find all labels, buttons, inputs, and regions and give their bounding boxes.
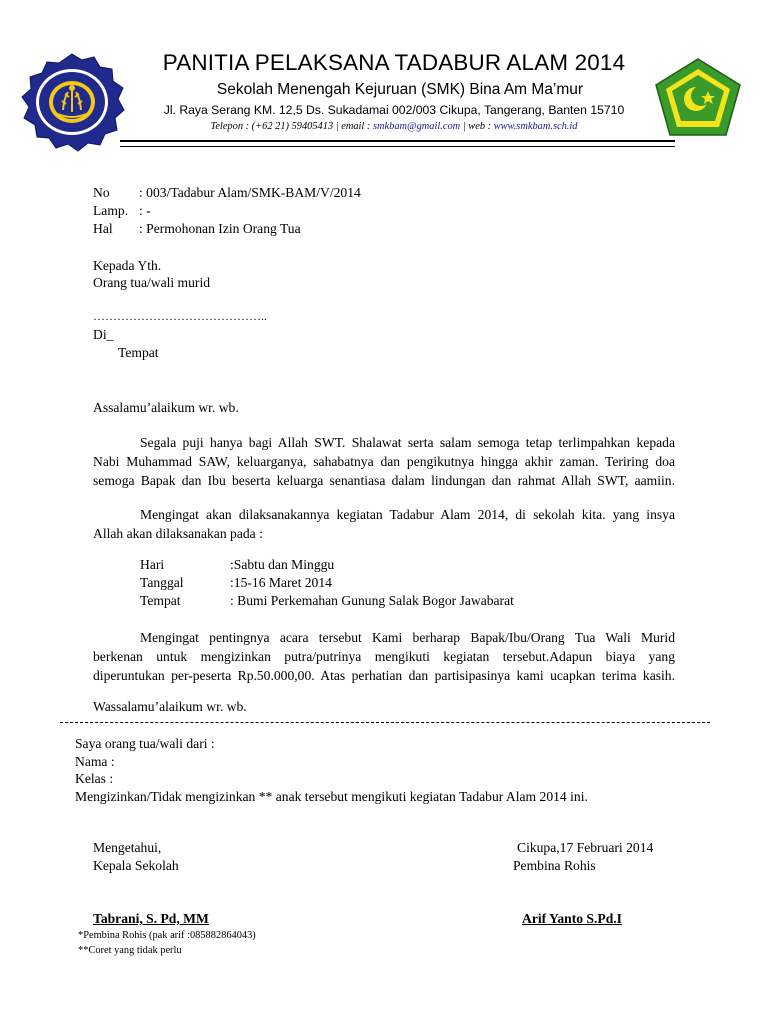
contact-email-label: email : — [341, 121, 371, 132]
ref-hal-label: Hal — [93, 221, 113, 236]
paragraph-2 — [93, 505, 675, 543]
schedule-value: : Bumi Perkemahan Gunung Salak Bogor Jawabarat — [230, 593, 514, 608]
paragraph-line: Mengingat akan dilaksanakannya kegiatan Tadabur Alam 2014, di sekolah kita. yang insya — [140, 507, 675, 522]
slip-intro: Saya orang tua/wali dari : — [75, 736, 215, 751]
ref-lamp-label: Lamp. — [93, 203, 129, 218]
paragraph-1 — [93, 433, 675, 490]
slip-nama: Nama : — [75, 754, 115, 769]
sign-left-line1: Mengetahui, — [93, 840, 162, 855]
school-name: Sekolah Menengah Kejuruan (SMK) Bina Am Ma’mur — [216, 81, 584, 98]
school-contact — [126, 120, 662, 134]
contact-separator: | — [335, 121, 339, 132]
paragraph-line: Allah akan dilaksanakan pada : — [93, 526, 263, 541]
schedule-label: Tanggal — [140, 575, 184, 590]
contact-web-label: web : — [468, 121, 492, 132]
sign-right-line1: Cikupa,17 Februari 2014 — [517, 840, 654, 855]
paragraph-line: Mengingat pentingnya acara tersebut Kami berharap Bapak/Ibu/Orang Tua Wali Murid — [140, 630, 675, 645]
cut-line — [60, 722, 710, 723]
ref-no-label: No — [93, 185, 110, 200]
header-rule-thin — [120, 146, 675, 147]
recipient-line1: Kepada Yth. — [93, 258, 162, 273]
paragraph-3 — [93, 628, 675, 685]
sign-left-line2: Kepala Sekolah — [93, 858, 179, 873]
paragraph-line: berkenan untuk mengizinkan putra/putrinya mengikuti kegiatan tersebut.Adapun biaya yang — [93, 649, 675, 664]
contact-separator: | — [462, 121, 466, 132]
recipient-tempat: Tempat — [118, 345, 159, 360]
school-logo — [18, 52, 126, 152]
slip-kelas: Kelas : — [75, 771, 114, 786]
footnote-1: *Pembina Rohis (pak arif :085882864043) — [78, 930, 256, 941]
letterhead-title: PANITIA PELAKSANA TADABUR ALAM 2014 — [162, 50, 626, 75]
ref-no-value: : 003/Tadabur Alam/SMK-BAM/V/2014 — [139, 185, 361, 200]
closing-greeting: Wassalamu’alaikum wr. wb. — [93, 699, 247, 714]
recipient-di: Di_ — [93, 327, 114, 342]
recipient-dots: …………………………………….. — [93, 309, 267, 323]
sign-left-name: Tabrani, S. Pd, MM — [93, 911, 209, 926]
sign-right-line2: Pembina Rohis — [513, 858, 596, 873]
school-address: Jl. Raya Serang KM. 12,5 Ds. Sukadamai 002/003 Cikupa, Tangerang, Banten 15710 — [163, 103, 625, 117]
schedule-value: :15-16 Maret 2014 — [230, 575, 332, 590]
greeting: Assalamu’alaikum wr. wb. — [93, 400, 239, 415]
recipient-line2: Orang tua/wali murid — [93, 275, 211, 290]
paragraph-line: diperuntukan per-peserta Rp.50.000,00. Atas perhatian dan partisipasinya kami ucapkan terima kasih. — [93, 668, 675, 683]
slip-statement: Mengizinkan/Tidak mengizinkan ** anak tersebut mengikuti kegiatan Tadabur Alam 2014 ini. — [75, 789, 588, 804]
paragraph-line: Nabi Muhammad SAW, keluarganya, sahabatnya dan pengikutnya hingga akhir zaman. Teriring doa — [93, 454, 675, 469]
contact-web[interactable]: www.smkbam.sch.id — [493, 121, 578, 132]
ref-lamp-value: : - — [139, 203, 151, 218]
footnote-2: **Coret yang tidak perlu — [78, 945, 182, 956]
contact-email[interactable]: smkbam@gmail.com — [373, 121, 461, 132]
paragraph-line: semoga Bapak dan Ibu beserta keluarga senantiasa dalam lindungan dan rahmat Allah SWT, aamiin. — [93, 473, 675, 488]
schedule-label: Hari — [140, 557, 165, 572]
contact-phone: Telepon : (+62 21) 59405413 — [210, 121, 334, 132]
schedule-label: Tempat — [140, 593, 181, 608]
rohis-logo — [653, 58, 743, 138]
sign-right-name: Arif Yanto S.Pd.I — [522, 911, 622, 926]
schedule-value: :Sabtu dan Minggu — [230, 557, 335, 572]
ref-hal-value: : Permohonan Izin Orang Tua — [139, 221, 301, 236]
header-rule-thick — [120, 140, 675, 142]
paragraph-line: Segala puji hanya bagi Allah SWT. Shalawat serta salam semoga tetap terlimpahkan kepada — [140, 435, 675, 450]
